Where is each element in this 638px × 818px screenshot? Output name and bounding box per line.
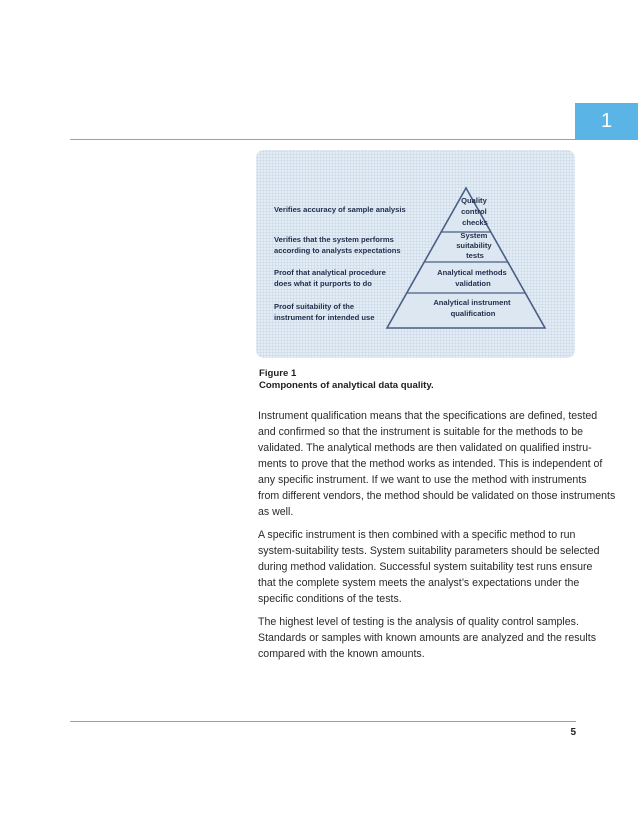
tier-line: System bbox=[460, 231, 488, 240]
side-line: according to analysts expectations bbox=[274, 246, 401, 255]
tier-line: Analytical instrument bbox=[433, 298, 511, 307]
side-line: does what it purports to do bbox=[274, 279, 372, 288]
paragraph bbox=[258, 527, 600, 607]
text-line: The highest level of testing is the analysis of quality control samples. bbox=[258, 616, 579, 628]
tier-line: checks bbox=[462, 218, 488, 227]
tier-line: control bbox=[461, 207, 487, 216]
text-line: compared with the known amounts. bbox=[258, 648, 425, 660]
header-rule bbox=[70, 139, 638, 140]
text-line: as well. bbox=[258, 506, 294, 518]
side-label-accuracy bbox=[274, 205, 406, 214]
text-line: and confirmed so that the instrument is suitable for the methods to be bbox=[258, 426, 584, 438]
page-number: 5 bbox=[570, 727, 576, 738]
text-line: ments to prove that the method works as intended. This is independent of bbox=[258, 458, 603, 470]
figure-panel bbox=[256, 150, 575, 358]
side-label-procedure bbox=[274, 268, 388, 288]
tier-line: tests bbox=[466, 251, 484, 260]
text-line: A specific instrument is then combined with a specific method to run bbox=[258, 529, 576, 541]
tier-line: qualification bbox=[450, 309, 496, 318]
chapter-tab bbox=[575, 103, 638, 139]
tier-quality-control bbox=[461, 196, 489, 227]
text-line: Standards or samples with known amounts are analyzed and the results bbox=[258, 632, 597, 644]
tier-line: validation bbox=[455, 279, 491, 288]
text-line: specific conditions of the tests. bbox=[258, 593, 402, 605]
chapter-number: 1 bbox=[600, 109, 613, 132]
text-line: validated. The analytical methods are then validated on qualified instru- bbox=[258, 442, 592, 454]
side-line: Proof that analytical procedure bbox=[274, 268, 386, 277]
side-label-instrument bbox=[274, 302, 374, 322]
figure-caption bbox=[259, 368, 579, 392]
footer-rule bbox=[70, 721, 576, 722]
figure-caption-text: Components of analytical data quality. bbox=[259, 380, 434, 391]
side-line: Proof suitability of the bbox=[274, 302, 355, 311]
tier-line: Analytical methods bbox=[437, 268, 507, 277]
side-line: Verifies that the system performs bbox=[274, 235, 394, 244]
text-line: system-suitability tests. System suitability parameters should be selected bbox=[258, 545, 600, 557]
tier-line: suitability bbox=[456, 241, 492, 250]
figure-label: Figure 1 bbox=[259, 368, 297, 379]
text-line: that the complete system meets the analyst’s expectations under the bbox=[258, 577, 580, 589]
text-line: any specific instrument. If we want to use the method with instruments bbox=[258, 474, 587, 486]
paragraph bbox=[258, 408, 616, 520]
side-line: instrument for intended use bbox=[274, 313, 375, 322]
text-line: Instrument qualification means that the specifications are defined, tested bbox=[258, 410, 598, 422]
side-line: Verifies accuracy of sample analysis bbox=[274, 205, 406, 214]
body-text bbox=[258, 408, 616, 669]
paragraph bbox=[258, 614, 597, 662]
side-label-system-performs bbox=[274, 235, 401, 255]
tier-line: Quality bbox=[461, 196, 487, 205]
text-line: from different vendors, the method should be validated on those instruments bbox=[258, 490, 616, 502]
pyramid-diagram bbox=[256, 150, 575, 358]
text-line: during method validation. Successful system suitability test runs ensure bbox=[258, 561, 593, 573]
